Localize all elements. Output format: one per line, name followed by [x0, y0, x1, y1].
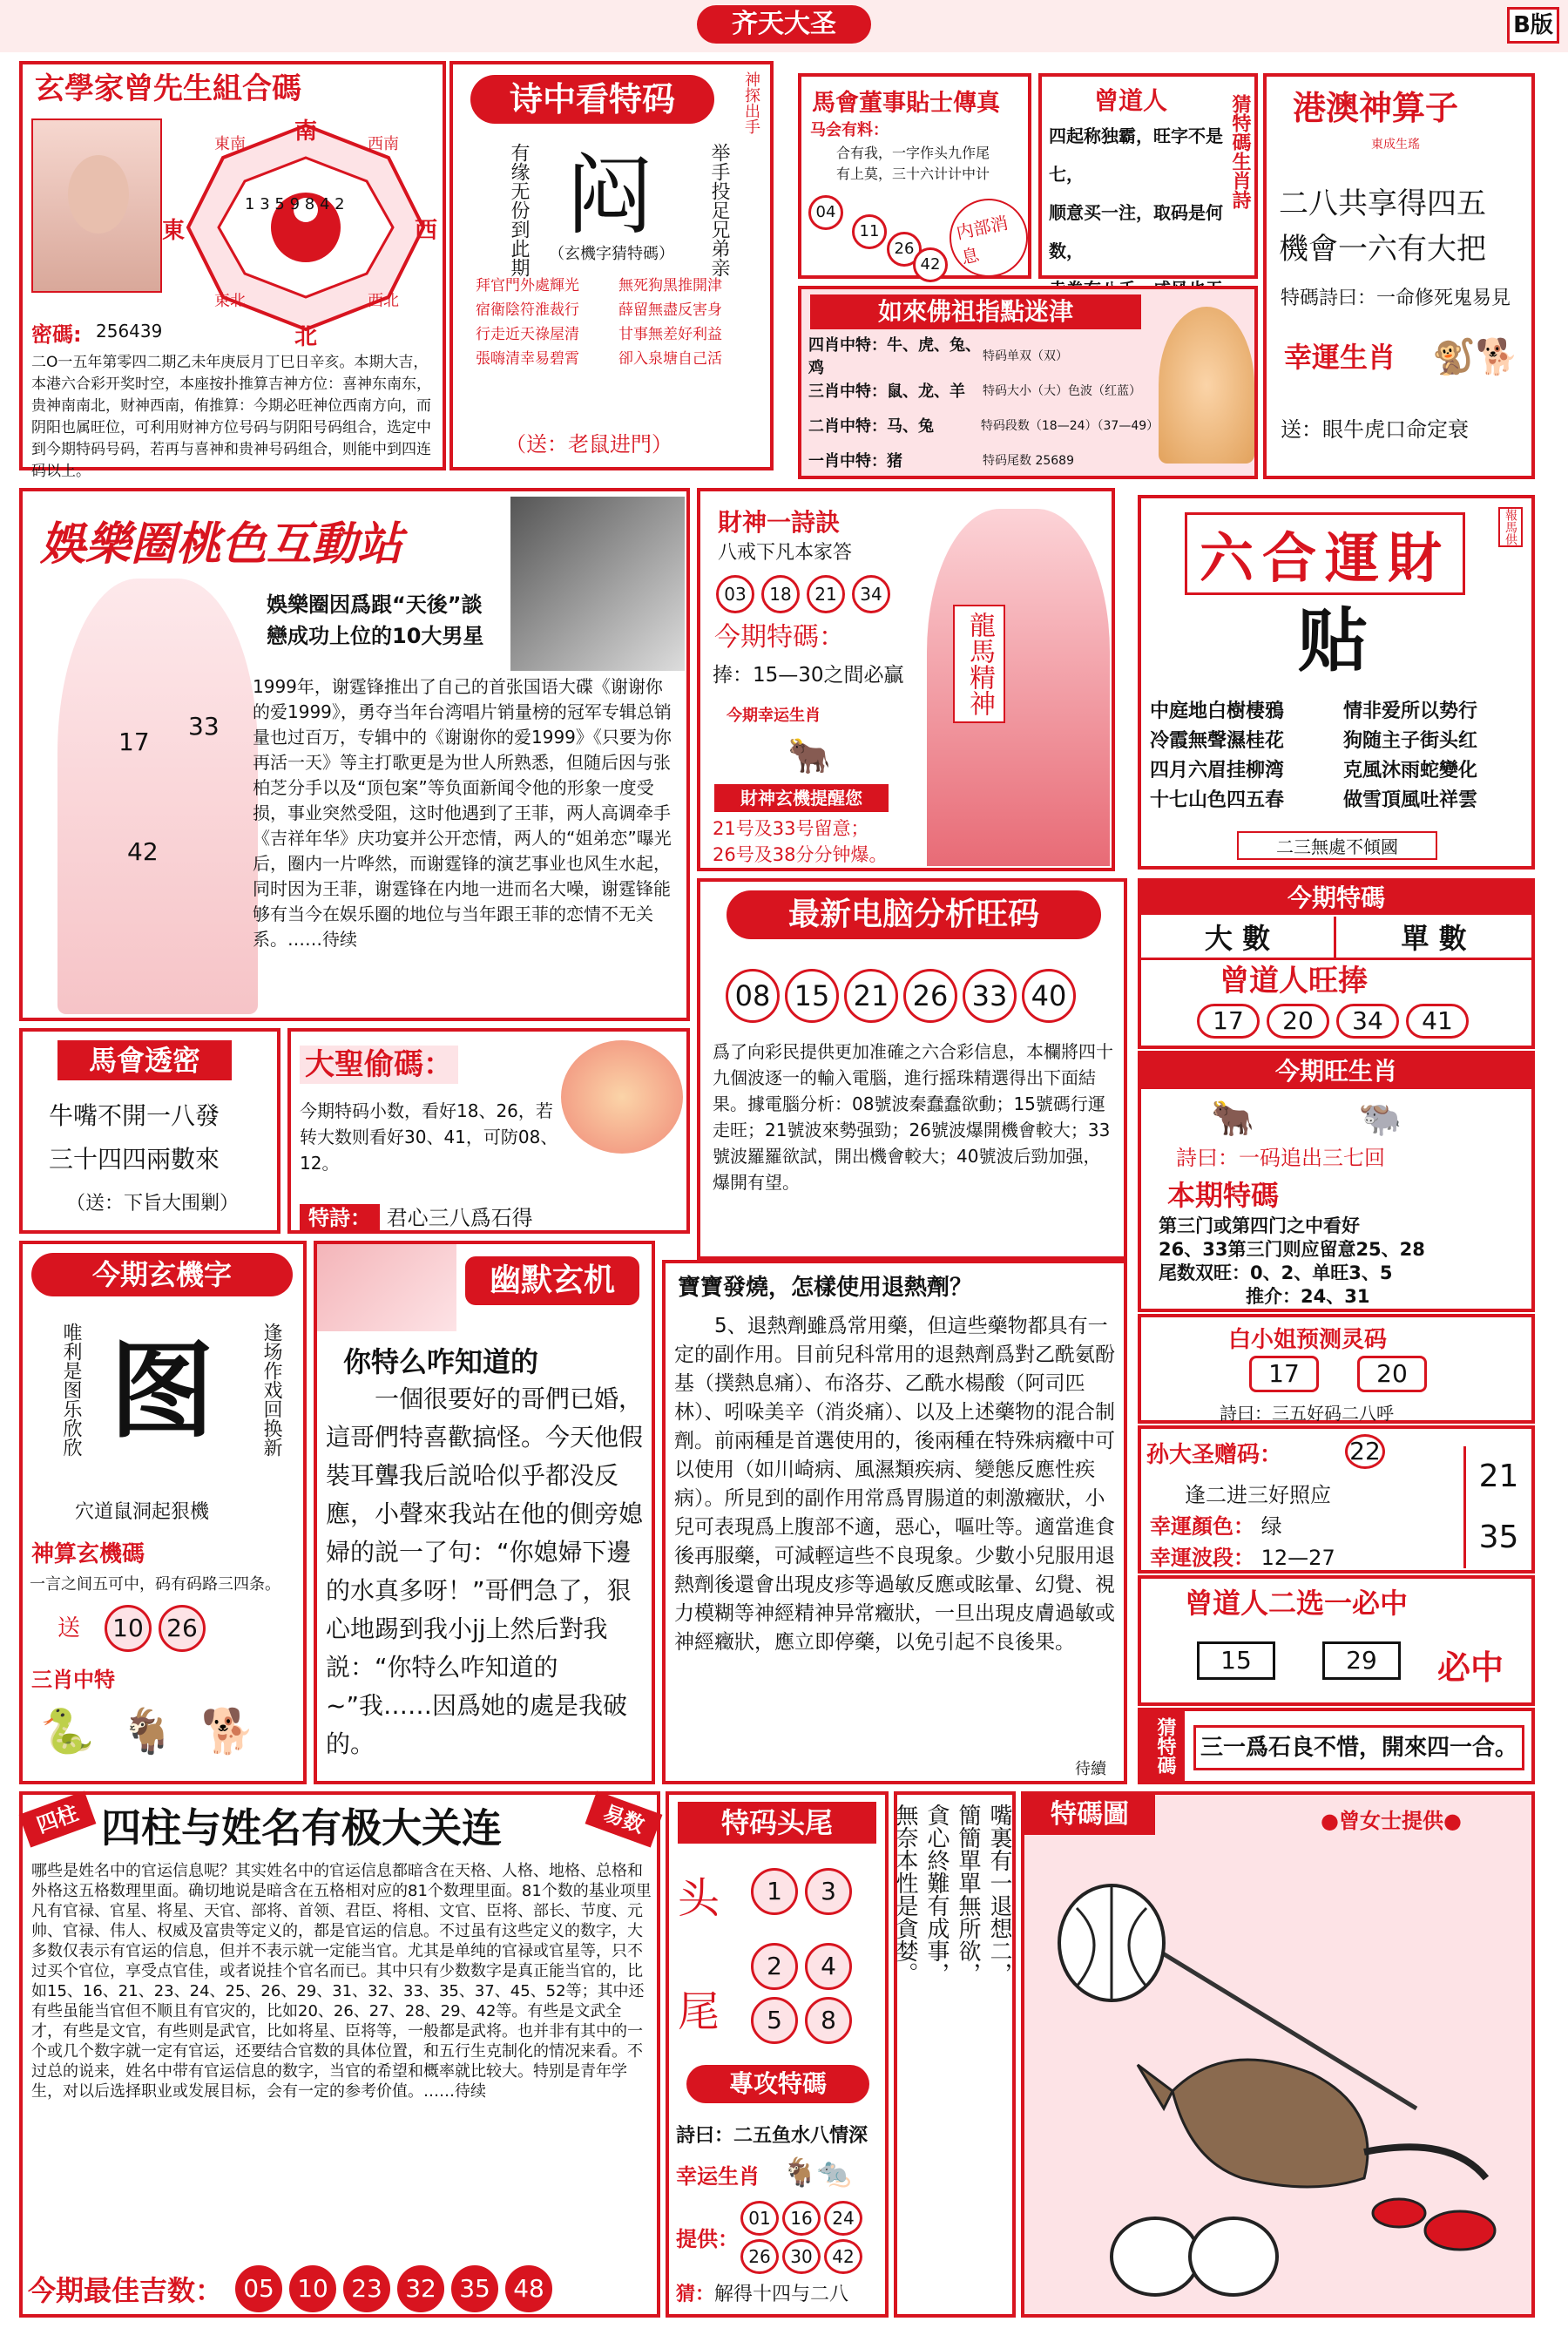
credit: ●曾女士提供● [1321, 1809, 1462, 1833]
guess-code-panel [1138, 1708, 1535, 1784]
row-right: 特码大小（大）色波（红蓝） [983, 384, 1141, 398]
wave-value: 12—27 [1260, 1546, 1335, 1570]
poem-line: 宿衛陰符淮裁行 [476, 301, 579, 319]
tag-right: 易数 [585, 1791, 663, 1848]
dir-north: 北 [294, 324, 318, 350]
panel-title: 今期旺生肖 [1141, 1054, 1531, 1089]
article-body: 5、退熱劑雖爲常用藥，但這些藥物都具有一定的副作用。目前兒科常用的退熱劑爲對乙酰氨酚基（撲熱息痛）、布洛芬、乙酰水楊酸（阿司匹林）、吲哚美辛（消炎痛）、以及上述藥物的混合制劑。前兩種是首選使用的，後兩種在特殊病癥中可以使用（如川崎病、風濕類疾病、變態反應性疾病）。所見到的副作用常爲胃腸道的刺激癥狀，小兒可表現爲上腹部不適，惡心，嘔吐等。適當進食後再服藥，可減輕這些不良現象。少數小兒服用退熱劑後還會出現皮疹等過敏反應或眩暈、幻覺、視力模糊等神經精神异常癥狀，一旦出現皮膚過敏或神經癥狀，應立即停藥，以免引起不良後果。 [674, 1315, 1115, 1654]
pick-num: 15 [1197, 1641, 1275, 1680]
sub-title: 神算玄機碼 [31, 1541, 145, 1567]
give-num: 24 [824, 2201, 862, 2236]
two-pick-one-panel [1138, 1575, 1535, 1706]
sub-title: 專攻特碼 [686, 2065, 869, 2103]
right-poem [1343, 697, 1526, 816]
special-label: 今期特碼： [714, 622, 845, 653]
secret-line: 三十四四兩數來 [49, 1145, 220, 1174]
miss-bai-panel [1138, 1314, 1535, 1424]
send-text: 眼牛虎口命定衰 [1322, 417, 1469, 442]
tip-num: 42 [913, 247, 948, 282]
analysis-num: 40 [1022, 969, 1076, 1023]
poem-right [618, 274, 758, 371]
line: 二八共享得四五 [1279, 186, 1486, 221]
tip-num: 26 [887, 232, 922, 267]
model-num: 33 [188, 712, 220, 741]
lucky-label: 幸運生肖 [1284, 341, 1396, 374]
lucky-label: 今期幸运生肖 [727, 707, 821, 725]
headline [267, 589, 483, 652]
special-line: 第三门或第四门之中看好 [1159, 1215, 1360, 1236]
hot-zodiac-panel [1138, 1051, 1535, 1312]
three-zodiac-label: 三肖中特 [31, 1668, 115, 1692]
special-num: 34 [1336, 1004, 1399, 1039]
give-num: 01 [740, 2201, 779, 2236]
poem-line: 薛留無盡反害身 [618, 301, 722, 319]
poem-line: 四月六眉挂柳湾 [1150, 760, 1285, 782]
lucky-num: 23 [343, 2265, 390, 2312]
corner-se: 東南 [214, 135, 246, 153]
tail-num: 5 [751, 1997, 798, 2044]
verse-col: 簡簡單單無所欲， [955, 1804, 981, 1985]
password-label: 密碼: [31, 322, 82, 347]
fox-watermelon-svg [1051, 1847, 1512, 2300]
poem-nums [713, 575, 894, 613]
poem-line: 拜官門外處輝光 [476, 277, 579, 294]
zeng-line: 四起称独霸，旺字不是七， [1049, 125, 1223, 185]
panel-title: 馬會董事貼士傳真 [812, 90, 1000, 117]
row-right: 特码段数（18—24）（37—49） [980, 419, 1159, 433]
head-num: 3 [805, 1868, 852, 1915]
humor-panel [314, 1241, 655, 1784]
zodiac-icons: 🐍🐐🐕 [40, 1706, 281, 1756]
zodiac-icons: 🐂🐃 [1211, 1099, 1507, 1139]
special-line: 26、33第三门则应留意25、28 [1159, 1239, 1425, 1260]
poem-text: 君心三八爲石得 [386, 1206, 533, 1230]
line: 機會一六有大把 [1279, 232, 1486, 267]
continued: 待續 [1075, 1760, 1106, 1778]
buddha-guidance-panel [798, 286, 1258, 479]
monkey-steal-panel [287, 1028, 690, 1234]
row-left: 三肖中特：鼠、龙、羊 [808, 382, 965, 401]
model-num: 17 [118, 728, 150, 756]
guidance-rows [808, 338, 1157, 477]
panel-title: 六合運財 [1185, 512, 1465, 595]
panel-title: 幽默玄机 [465, 1256, 639, 1305]
steal-poem [300, 1201, 533, 1231]
panel-title: 娛樂圈桃色互動站 [40, 518, 403, 571]
big-char: 贴 [1298, 599, 1368, 681]
verse-col: 無奈本性是貪婪。 [892, 1804, 918, 1985]
lucky-num: 10 [289, 2265, 336, 2312]
special-line: 尾数双旺：0、2、单旺3、5 [1159, 1262, 1393, 1283]
poem-line: 十七山色四五春 [1150, 789, 1285, 811]
poem: 詩曰：一码追出三七回 [1176, 1146, 1385, 1170]
pillars-body: 哪些是姓名中的官运信息呢？其实姓名中的官运信息都暗含在天格、人格、地格、总格和外格这五格数理里面。确切地说是暗含在五格相对应的81个数理里面。81个数的基业项里凡有官禄、官星、将星、天官、部将、首领、君臣、将相、文官、臣将、部长、节度、元帅、官禄、伟人、权威及富贵等定义的，都是官运的信息。不过虽有这些定义的数字，大多数仅表示有官运的信息，但并不表示就一定能当官。尤其是单纯的官禄或官星等，只不过买个官位，享受点官佳，或者说挂个官名而已。其中只有少数数字是真正能当官的，比如15、16、21、23、24、25、26、29、31、32、33、35、37、45、52等；其中还有些虽能当官但不顺且有官灾的，比如20、26、27、28、29、42等。有些是文武全才，有些是文官，有些则是武官，比如将星、臣将等，一般都是武将。也并非有其中的一个或几个数字就一定有官运，还要结合官数的具体位置，和五行生克制化的情况来看。不过总的说来，姓名中带有官运信息的数字，当官的希望和概率就比较大。特别是青年学生，对以后选择职业或发展目标，会有一定的参考价值。……待续 [31, 1862, 652, 2101]
poem-line: 甘事無差好利益 [618, 326, 722, 343]
wealth-god-panel [697, 488, 1115, 871]
head-nums [747, 1868, 855, 1915]
panel-title: 大聖偷碼： [300, 1046, 458, 1084]
lucky-num: 05 [235, 2265, 282, 2312]
bagua-num: 1 [245, 195, 255, 213]
article-body: 1999年，谢霆锋推出了自己的首张国语大碟《谢谢你的爱1999》，勇夺当年台湾唱片销量榜的冠军专辑总销量也过百万，专辑中的《谢谢你的爱1999》《只要为你再活一天》等主打歌更是为世人所熟悉，但随后因与张柏芝分手以及“顶包案”等负面新闻令他的形象一度受损，事业突然受阻，这时他遇到了王菲，两人高调牵手《吉祥年华》庆功宴并公开恋情，两人的“姐弟恋”曝光后，圈内一片哗然，而谢霆锋的演艺事业也风生水起，同时因为王菲，谢霆锋在内地一进而名大噪，谢霆锋能够有当今在娱乐圈的地位与当年跟王菲的恋情不无关系。……待续 [253, 676, 672, 950]
lucky-num: 48 [505, 2265, 552, 2312]
lucky-label: 今期最佳吉数： [28, 2274, 224, 2307]
poem-line: 行走近天祿屋清 [476, 326, 579, 343]
header-title: 齐天大圣 [697, 5, 871, 44]
steal-body: 今期特码小数，看好18、26，若转大数则看好30、41，可防08、12。 [300, 1100, 558, 1174]
side-label: 猜特碼 [1141, 1711, 1185, 1781]
password-value: 256439 [96, 321, 163, 342]
lucky-fortune-panel [1138, 495, 1535, 870]
poem-left [476, 274, 606, 371]
guidance-row [808, 408, 1157, 443]
humor-body: 一個很要好的哥們已婚，這哥們特喜歡搞怪。今天他假裝耳聾我后説哈似乎都没反應，小聲來我站在他的側旁媳婦的説一了句：“你媳婦下邊的水真多呀！”哥們急了，狠心地踢到我小jj上然后對我説：“你特么咋知道的~”我……因爲她的處是我破的。 [326, 1384, 644, 1758]
tip-line: 26号及38分分钟爆。 [713, 844, 888, 865]
tip-num: 11 [852, 214, 887, 249]
lucky-label: 幸运生肖 [676, 2164, 760, 2189]
char-note: （玄機字猜特碼） [549, 245, 674, 263]
panel-footer: 二三無處不傾國 [1237, 831, 1437, 860]
give-num: 42 [824, 2239, 862, 2274]
sub-title: 曾道人旺捧 [1220, 964, 1368, 998]
verse-col: 嘴裏有一退想二， [986, 1804, 1012, 1985]
tail-num: 2 [751, 1943, 798, 1990]
special-num: 41 [1406, 1004, 1469, 1039]
buddha-image [1159, 307, 1254, 464]
model-num: 42 [127, 837, 159, 866]
combo-code-panel [19, 61, 446, 480]
health-article-panel [662, 1260, 1127, 1784]
panel-title: 特碼圖 [1024, 1795, 1155, 1835]
poem-num: 18 [761, 575, 800, 613]
verse-column-panel [894, 1791, 1016, 2318]
tips [713, 816, 887, 868]
right-verse: 逢场作戏回换新 [260, 1323, 282, 1457]
panel-title: 財神一詩訣 [718, 508, 841, 537]
special-title: 本期特碼 [1167, 1179, 1280, 1212]
bagua-num: 9 [289, 195, 301, 213]
prediction-num: 20 [1357, 1356, 1427, 1392]
verse-columns [892, 1804, 1012, 2309]
side-label: 猜特碼生肖詩 [1229, 94, 1251, 209]
panel-title: 玄學家曾先生組合碼 [35, 71, 301, 106]
panel-title: 馬會透密 [57, 1040, 232, 1080]
dir-west: 西 [415, 218, 438, 244]
poem-label: 特碼詩曰： [1281, 288, 1377, 309]
must-win-mark: 必中 [1437, 1648, 1504, 1687]
tail-label: 尾 [678, 1987, 720, 2036]
version-badge: B版 [1507, 7, 1559, 44]
send-nums [101, 1605, 209, 1652]
sun-wukong-gift-panel [1138, 1425, 1535, 1574]
row-left: 二肖中特：马、兔 [808, 417, 934, 436]
give-num: 26 [740, 2239, 779, 2274]
send [1281, 416, 1469, 443]
zeng-daoren-panel [1038, 73, 1258, 279]
poem: 八戒下凡本家答 [718, 542, 853, 564]
send-num: 26 [159, 1605, 206, 1652]
send-num: 10 [105, 1605, 152, 1652]
entertainment-panel [19, 488, 690, 1021]
divine-calculator-panel [1263, 73, 1535, 479]
humor-image [317, 1244, 456, 1331]
guidance-row [808, 443, 1157, 477]
tail-nums [747, 1943, 878, 2044]
lucky-num: 32 [397, 2265, 444, 2312]
guess-poem: 三一爲石良不惜，開來四一合。 [1193, 1725, 1524, 1770]
horse-secret-panel [19, 1028, 280, 1234]
zodiac-icons: 🐐🐀 [782, 2156, 852, 2189]
side-num: 21 [1478, 1459, 1519, 1494]
side-label: 神探出手 [742, 71, 760, 134]
poem-line: 克風沐雨蛇變化 [1343, 760, 1478, 782]
guess-label: 猜： [676, 2284, 715, 2305]
poem-code-panel [449, 61, 774, 470]
panel-title: 如來佛祖指點迷津 [810, 294, 1141, 329]
panel-title: 孙大圣赠码： [1146, 1442, 1283, 1468]
guess-text: 解得十四与二八 [714, 2284, 849, 2305]
poem-footer: （送：老鼠进門） [505, 432, 672, 457]
tip-line: 有上莫，三十六计计中计 [836, 166, 990, 182]
question: 你特么咋知道的 [343, 1345, 539, 1378]
dir-south: 南 [294, 118, 318, 145]
row-left: 一肖中特：猪 [808, 452, 902, 470]
tag-left: 四柱 [19, 1791, 97, 1848]
mystery-char: 图 [110, 1330, 214, 1452]
give-label: 提供： [676, 2227, 739, 2251]
lines [1279, 181, 1486, 272]
char-footer: 穴道鼠洞起狠機 [75, 1501, 210, 1523]
bagua-num: 4 [319, 195, 330, 213]
guidance-row [808, 373, 1157, 408]
poem-line: 冷霞無聲濕桂花 [1150, 730, 1285, 752]
panel-subtitle: 東成生瑤 [1371, 138, 1420, 152]
left-verse: 唯利是图乐欣欣 [60, 1323, 82, 1457]
bagua-num: 2 [335, 195, 345, 213]
special-num: 17 [1197, 1004, 1260, 1039]
poem: 詩曰：二五鱼水八情深 [676, 2125, 868, 2147]
bagua-num: 5 [274, 195, 285, 213]
dir-east: 東 [162, 218, 186, 244]
inside-stamp: 内部消息 [943, 192, 1036, 285]
lucky-wave [1150, 1540, 1335, 1571]
poem-num: 21 [807, 575, 845, 613]
lucky-numbers-row [28, 2265, 556, 2312]
panel-title: 今期特碼 [1141, 882, 1531, 915]
poem-line: 中庭地白樹棲鴉 [1150, 700, 1285, 722]
head-tail-panel [666, 1791, 889, 2318]
send-label: 送： [1281, 417, 1322, 442]
col-big: 大 數 [1141, 917, 1336, 960]
left-poem [1150, 697, 1333, 816]
analysis-num: 26 [903, 969, 957, 1023]
secret-lines [49, 1094, 220, 1181]
give-num: 16 [782, 2201, 821, 2236]
analysis-num: 33 [963, 969, 1017, 1023]
left-verse: 有缘无份到此期 [508, 143, 530, 277]
analysis-body: 爲了向彩民提供更加准確之六合彩信息，本欄將四十九個波逐一的輸入電腦，進行摇珠精選得出下面結果。據電腦分析：08號波秦蠢蠢欲動；15號碼行運走旺；21號波來勢强勁；26號波爆開機會較大；33號波羅羅欲試，開出機會較大；40號波后勁加强，爆開有望。 [713, 1041, 1113, 1193]
side-num: 35 [1478, 1519, 1519, 1555]
col-odd: 單 數 [1336, 917, 1531, 960]
special-line: 推介：24、31 [1246, 1286, 1370, 1307]
head-num: 1 [751, 1868, 798, 1915]
panel-title: 特码头尾 [678, 1802, 876, 1844]
pick-nums [1193, 1641, 1404, 1680]
sub-label: 马会有料： [810, 121, 889, 139]
lucky-num: 35 [451, 2265, 498, 2312]
tip-line: 合有我，一字作头九作尾 [836, 145, 990, 161]
headline-2: 戀成功上位的10大男星 [267, 624, 484, 648]
poem [1281, 286, 1511, 312]
give-nums [739, 2199, 887, 2276]
illustration [1051, 1847, 1512, 2300]
tip-numbers [805, 195, 944, 282]
panel-title: 曾道人二选一必中 [1185, 1587, 1409, 1620]
bagua-num: 8 [304, 195, 315, 213]
poem-label: 特詩： [300, 1204, 380, 1232]
corner-sw: 西南 [368, 135, 399, 153]
tip-num: 04 [808, 195, 843, 230]
give-num: 30 [782, 2239, 821, 2274]
tip-title: 財神玄機提醒您 [714, 784, 889, 812]
combo-text: 二O一五年第零四二期乙未年庚辰月丁巳日辛亥。本期大吉，本港六合彩开奖时空，本座按扑推算吉神方位：喜神东南东，贵神南南北，财神西南，侑推算：今期必旺神位西南方向，而阴阳也属旺位，可利用财神方位号码与阴阳号码组合，选定中到今期特码号码，若再与喜神和贵神号码组合，则能中到四连码以上。 [31, 354, 431, 480]
send-label: 送 [57, 1615, 81, 1641]
poem-line: 卻入泉塘自己活 [618, 350, 722, 368]
panel-title: 曾道人 [1094, 86, 1168, 115]
guess [676, 2279, 848, 2306]
gift-text: 逢二进三好照应 [1185, 1483, 1331, 1507]
verse-col: 貪心終難有成事， [923, 1804, 950, 1985]
row-left: 四肖中特：牛、虎、兔、鸡 [808, 336, 981, 377]
poem-num: 03 [716, 575, 754, 613]
poem-line: 做雪頂風吐祥雲 [1343, 789, 1478, 811]
analysis-num: 08 [726, 969, 780, 1023]
mystery-char-panel [19, 1241, 307, 1784]
gift-num: 22 [1345, 1434, 1385, 1469]
special-num: 20 [1267, 1004, 1329, 1039]
special-text: 捧：15—30之間必贏 [713, 664, 904, 687]
color-value: 绿 [1260, 1514, 1282, 1539]
side-label: 報馬供 [1498, 507, 1523, 547]
zodiac-icons: 🐒🐕 [1432, 337, 1519, 377]
special-code-picture-panel [1021, 1791, 1535, 2318]
panel-title: 寶寶發燒，怎樣使用退熱劑？ [678, 1275, 973, 1301]
zeng-line: 顺意买一注，取码是何数， [1049, 202, 1223, 261]
sub-text: 一言之间五可中，码有码路三四条。 [30, 1575, 280, 1594]
guidance-row [808, 336, 1157, 377]
scroll-text: 龍馬精神 [953, 605, 1005, 723]
right-verse: 举手投足兄弟亲 [708, 143, 730, 277]
side-nums [1463, 1446, 1531, 1568]
secret-line: 牛嘴不開一八發 [49, 1101, 220, 1130]
poem-text: 一命修死鬼易見 [1376, 288, 1511, 309]
portrait [31, 118, 162, 293]
poem-line: 狗随主子街头红 [1343, 730, 1478, 752]
analysis-num: 15 [785, 969, 839, 1023]
head-label: 头 [678, 1874, 720, 1923]
row-right: 特码尾数 25689 [983, 454, 1074, 468]
mystery-char: 闷 [566, 145, 653, 247]
photo-model [57, 579, 258, 1014]
poem-line: 無死狗黑推開津 [618, 277, 722, 294]
panel-title: 最新电脑分析旺码 [727, 890, 1101, 939]
analysis-num: 21 [844, 969, 898, 1023]
send-text: （送：下旨大围剿） [66, 1193, 240, 1215]
photo-couple [510, 497, 685, 671]
tail-num: 4 [805, 1943, 852, 1990]
poem-line: 張嗨清幸易碧霄 [476, 350, 579, 368]
color-label: 幸運顏色： [1150, 1514, 1254, 1539]
panel-title: 诗中看特码 [470, 75, 714, 124]
prediction-num: 17 [1249, 1356, 1319, 1392]
poem-line: 情非爱所以势行 [1343, 700, 1478, 722]
tip-line: 21号及33号留意； [713, 818, 869, 839]
row-right: 特码单双（双） [983, 349, 1068, 363]
corner-nw: 西北 [368, 292, 399, 310]
lucky-color [1150, 1509, 1282, 1540]
special-lines [1159, 1215, 1425, 1309]
special-nums [1193, 1004, 1472, 1039]
analysis-nums [723, 969, 1078, 1023]
prediction-nums [1246, 1356, 1430, 1392]
corner-ne: 東北 [214, 292, 246, 310]
four-pillars-panel [19, 1791, 660, 2318]
poem-num: 34 [852, 575, 890, 613]
wave-label: 幸運波段： [1150, 1546, 1254, 1570]
headline-1: 娛樂圈因爲跟“天後”談 [267, 592, 483, 617]
bagua-num: 3 [260, 195, 270, 213]
bagua-numbers [245, 195, 367, 213]
tail-num: 8 [805, 1997, 852, 2044]
panel-title: 四柱与姓名有极大关连 [101, 1804, 502, 1851]
monkey-image [561, 1040, 683, 1154]
panel-title: 港澳神算子 [1293, 89, 1459, 127]
tips-fax-panel [798, 73, 1031, 279]
pick-num: 29 [1322, 1641, 1401, 1680]
zodiac-icon: 🐂 [787, 736, 831, 776]
special-code-panel [1138, 878, 1535, 1049]
poem: 詩曰：三五好码二八呼 [1220, 1403, 1394, 1424]
panel-title: 白小姐预测灵码 [1228, 1327, 1388, 1353]
computer-analysis-panel [697, 878, 1127, 1260]
panel-title: 今期玄機字 [31, 1253, 293, 1296]
